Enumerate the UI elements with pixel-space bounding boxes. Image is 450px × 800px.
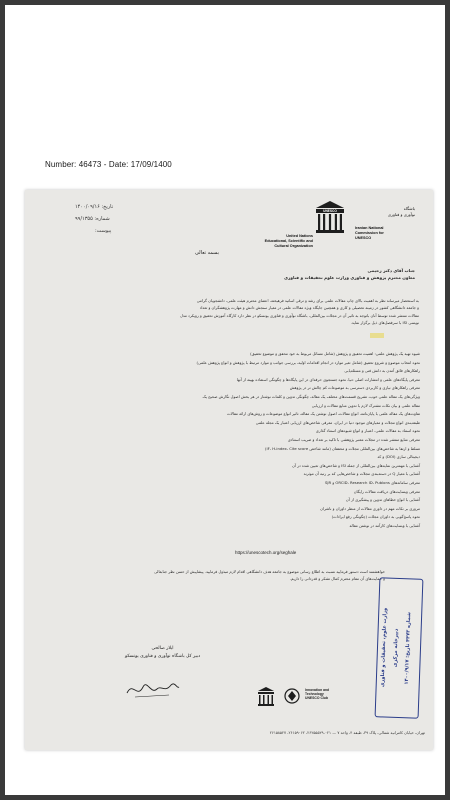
club-name-fa: باشگاه نوآوری و فناوری [387,206,415,217]
central-secretariat-stamp [328,607,445,688]
registration-url[interactable]: https://unescotech.org/seghale [235,550,297,555]
unesco-logo-text: UNESCO [323,209,337,214]
topics-list: شیوه تهیه یک پژوهش علمی: اهمیت تحقیق و پژوهش (شامل مسائل مربوط به خود محقق و موضوع تحقیق) نحوه انتخاب موضوع و شروع تحقیق (شامل تعیر موارد در انجام اقدامات اولیه، بررسی جوانب و موارد مرتبط با پژوهش و انواع پژوهش علمی) راهکارهای فائق آمدن به دانش فنی و مسئله‌یابی معرفی پایگاه‌های علمی و انتشارات اصلی دنیا، نحوه جستجوی حرفه‌ای در این پایگاه‌ها و چگونگی استفاده بهینه از آنها معرفی راهکارهای نیازی و کاربردی دسترسی به موضوعات کم چالش تر در پژوهش ویژگی‌های یک مقاله علمی خوب، تشریح قسمت‌های مختلف یک مقاله، چگونگی تدوین و کلمات نوشتار در هر بخش اصول نگارش صحیح یک مقاله علمی و بیان نکات مشترک لازم با تدوین منابع مقالات و ارزیابی تفاوت‌های یک مقاله علمی با پایان‌نامه، انواع مقالات، اصول نوشتن یک مقاله، تاثیر انواع موضوعات و روش‌های ارائه مقالات طبقه‌بندی انواع مجلات و معیارهای موجود دنیا در ایران، معرفی شاخص‌های ارزیابی اعتبار یک مجله علمی نحوه استناد به مقالات علمی، اعتبار و انواع شیوه‌های استناد گذاری معرفی منابع منتشر شده در مجلات معتبر پژوهشی با تاکید بر تعداد و ضریب استنادی تسلط و ارتقا به شاخص‌های بین‌المللی مجلات و محققان (مانند شاخص IF، H-index، Cite score) دیجیتالی سازی (DOI) و کد آشنایی با مهمترین نمایه‌های بین‌المللی از جمله ISI و شاخص‌های تعیین شده در آن آشنایی با معیار Q در دسته‌بندی مجلات و شاخص‌هایی که بر رتبه آن موثرند معرفی سامانه‌های ORCID، Research ID، Publons و SJR معرفی وبسایت‌های دریافت مقالات رایگان آشنایی با انواع خطاهای تدوین و پیشگیری از آن مروری بر نکات مهم در داوری مقالات از منظر داوران و ناشران نحوه پاسخ‌گویی به داوران مجلات (چگونگی رفع ایرادات) آشنایی با وبسایت‌های کارآمد در نوشتن مقاله [196,351,420,528]
unesco-small-logo-icon [257,687,275,709]
meta-number: شماره: ۹۹/۱۳۵۵ [75,216,110,222]
unesco-org-name: United Nations Educational, Scientific and Cultural Organization [264,234,313,248]
signatory: ایلار صالحی دبیر کل باشگاه نوآوری و فناوری یونسکو [125,646,201,659]
scanned-page [5,5,445,795]
closing-paragraph: خواهشمند است دستور فرمایید نسبت به اطلاع رسانی موضوع به جامعه هدف دانشگاهی اقدام لازم مبذول فرمایید. پیشاپیش از حسن نظر جنابعالی و حمایت‌های آن مقام محترم کمال تشکر و قدردانی را داریم. [154,569,385,581]
meta-date: تاریخ: ۱۴۰۰/۰۹/۱۶ [75,204,114,210]
recipient: جناب آقای دکتر رحیمی معاون محترم پژوهش و فناوری وزارت علوم تحقیقات و فناوری [284,268,415,280]
footer-address: تهران، خیابان کامرانیه شمالی، پلاک ۳۹، طبقه ۴، واحد ۷ — ۰۲۱-۲۶۲۵۵۵۲۹، ۲۶۱۵۹۰۶۲، ۲۶۱۵۸۵۲۷ [269,730,425,735]
club-ack-text: Innovation and Technology UNESCO Club [305,688,330,701]
letter-paper [25,190,433,750]
club-logo-icon [283,687,301,709]
unesco-logo [313,200,347,246]
meta-attachment: پیوست: [95,228,112,234]
screenshot-frame [5,5,445,795]
number-date-header: Number: 46473 - Date: 17/09/1400 [45,160,172,169]
iranian-commission-name: Iranian National Commission for UNESCO [355,226,384,240]
intro-paragraph: به استحضار میرساند نظر به اهمیت بالای چاپ مقالات علمی برای رشد و ترقی اساتید فرهیخته، اعضای محترم هیئت علمی، دانشجویان گرامی و جامعه دانشگاهی کشور در زمینه تحصیلی و کاری و همچنین جایگاه ویژه مقالات علمی در معیار سنجش دانش و مهارت پژوهشگران و تعداد مقالات منتشر شده توسط آنان باتوجه به تاثیر آن در مجلات بین‌المللی، باشگاه نوآوری و فناوری یونسکو در نظر دارد کارگاه آموزش تحقیق و رویکرد مدل نویسی ISI با سرفصل‌های ذیل برگزار نماید. [180,298,419,325]
signature-scribble-icon [123,675,183,703]
isi-highlight [370,333,384,338]
basmala: بسمه تعالی [195,250,220,256]
unesco-temple-icon [313,200,347,246]
stamp-text: وزارت علوم، تحقیقات و فناوری دبیرخانه مرکزی شماره ۴۴۷۳ تاریخ: ۱۴۰۰/۹/۱۷ [375,577,424,718]
